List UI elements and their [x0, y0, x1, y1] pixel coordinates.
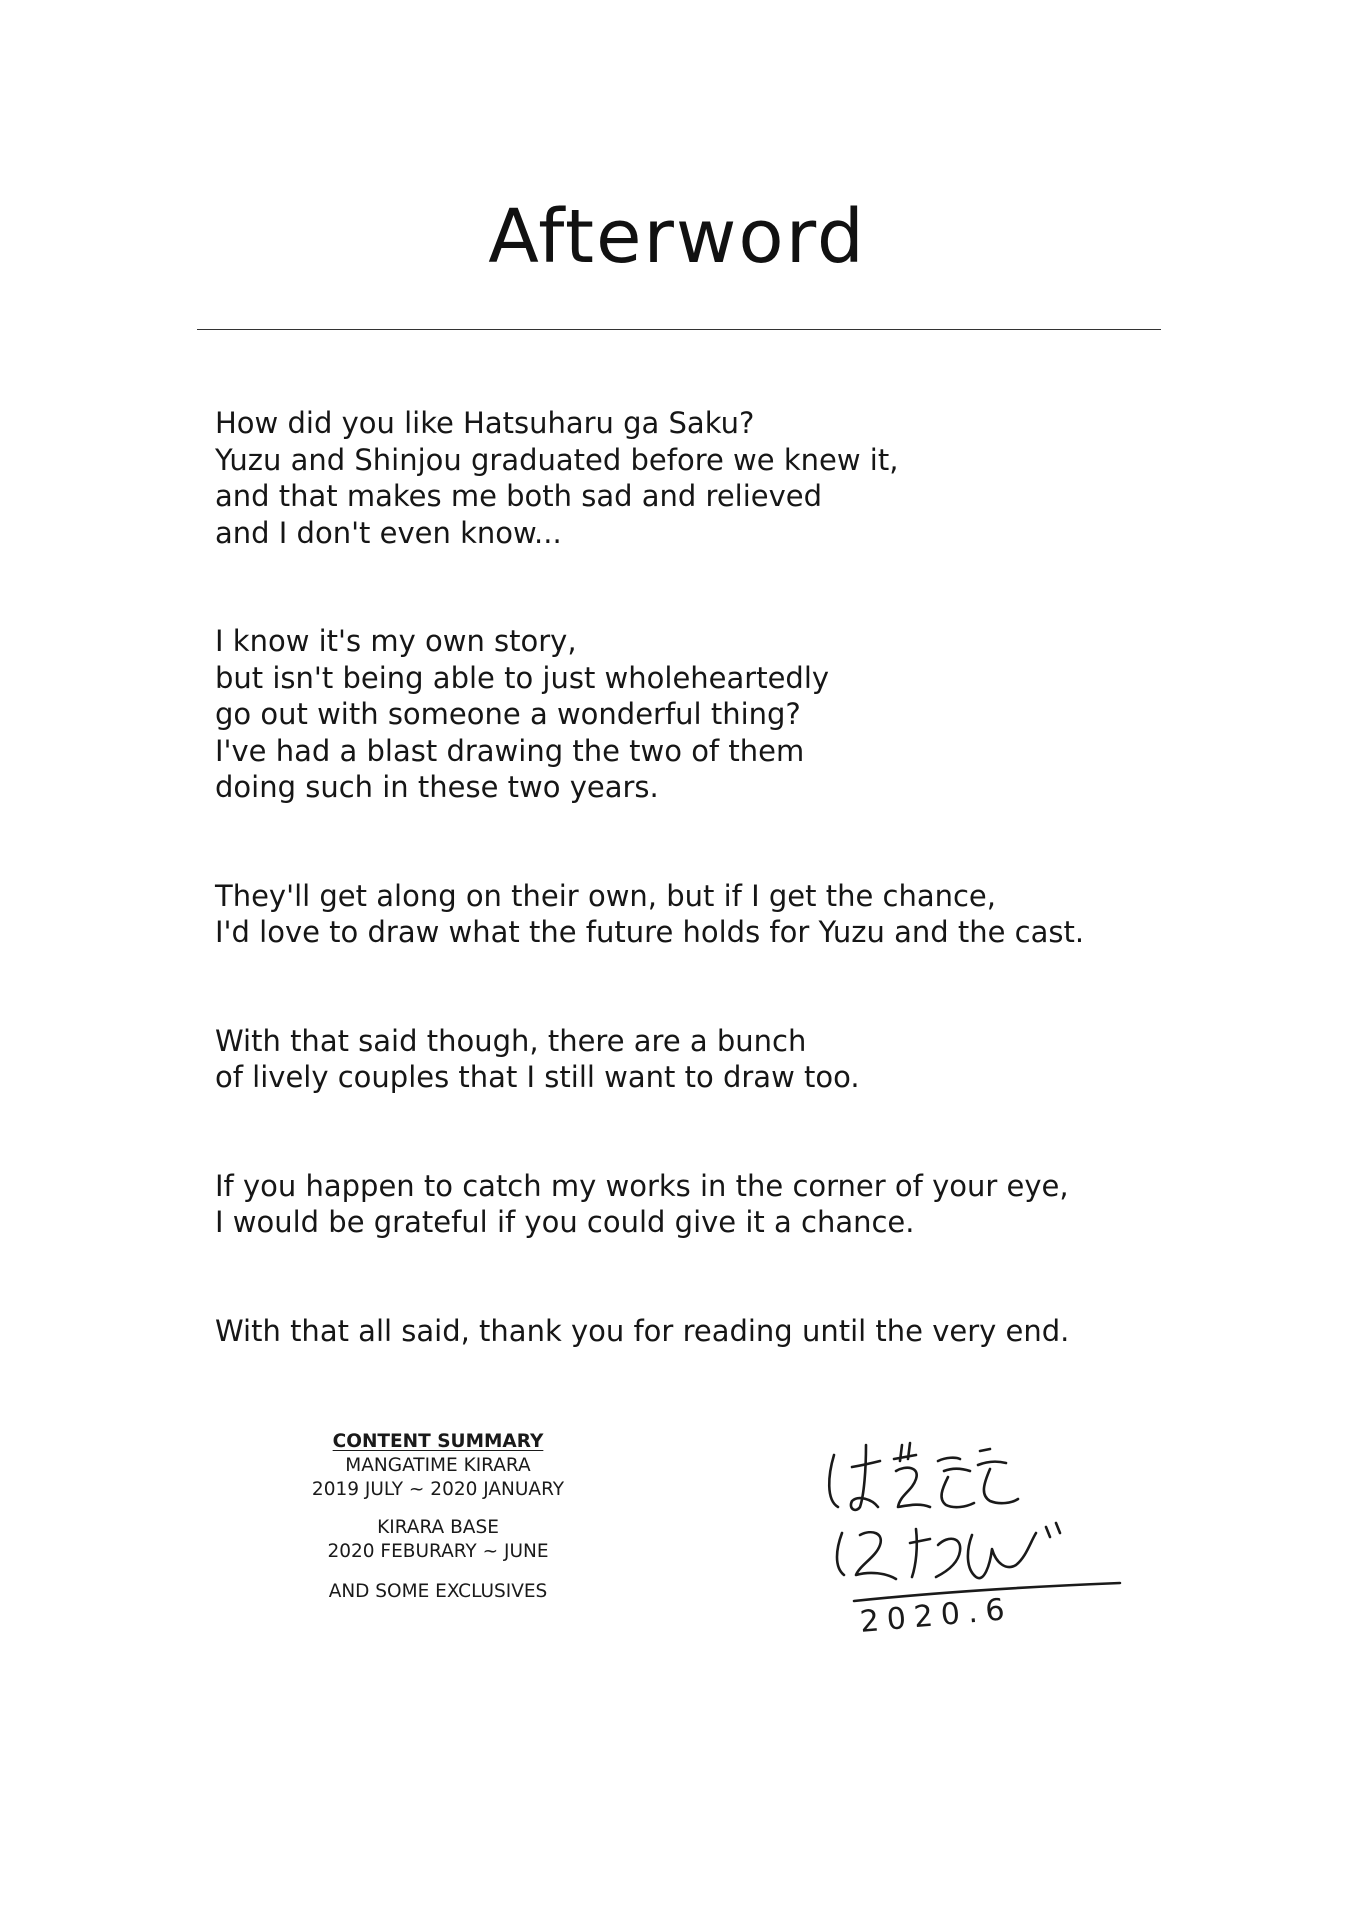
summary-heading: CONTENT SUMMARY — [332, 1431, 544, 1452]
body-line: I would be grateful if you could give it a chance. — [215, 1205, 915, 1239]
page-title: Afterword — [488, 194, 866, 280]
body-line: Yuzu and Shinjou graduated before we knew it, — [215, 442, 899, 477]
paragraph-3 — [215, 878, 1175, 951]
body-line: and I don't even know... — [215, 515, 562, 550]
paragraph-4 — [215, 1023, 1175, 1096]
body-line: If you happen to catch my works in the corner of your eye, — [215, 1168, 1069, 1203]
afterword-body — [215, 405, 1175, 1421]
summary-group-exclusives — [258, 1580, 618, 1604]
summary-line: 2020 FEBURARY ~ JUNE — [327, 1541, 549, 1562]
summary-line: KIRARA BASE — [377, 1517, 499, 1538]
summary-line: 2019 JULY ~ 2020 JANUARY — [311, 1479, 565, 1500]
body-line: but isn't being able to just wholeheartedly — [215, 660, 830, 695]
summary-line: MANGATIME KIRARA — [345, 1455, 531, 1476]
body-line: With that all said, thank you for reading until the very end. — [215, 1313, 1070, 1348]
body-line: of lively couples that I still want to draw too. — [215, 1060, 860, 1094]
body-line: I know it's my own story, — [215, 624, 577, 658]
paragraph-5 — [215, 1168, 1175, 1241]
summary-line: AND SOME EXCLUSIVES — [328, 1581, 548, 1602]
title-divider — [197, 329, 1161, 330]
body-line: and that makes me both sad and relieved — [215, 479, 823, 513]
signature-date: 2020.6 — [858, 1591, 1014, 1640]
summary-group-magazine — [258, 1430, 618, 1502]
body-line: go out with someone a wonderful thing? — [215, 697, 801, 731]
paragraph-6 — [215, 1313, 1175, 1350]
body-line: With that said though, there are a bunch — [215, 1023, 807, 1058]
body-line: doing such in these two years. — [215, 770, 659, 804]
body-line: They'll get along on their own, but if I get the chance, — [215, 878, 996, 913]
paragraph-1 — [215, 405, 1175, 551]
paragraph-2 — [215, 623, 1175, 806]
summary-group-kirara-base — [258, 1516, 618, 1564]
content-summary — [258, 1430, 618, 1620]
body-line: I've had a blast drawing the two of them — [215, 733, 805, 768]
body-line: I'd love to draw what the future holds for Yuzu and the cast. — [215, 915, 1085, 949]
body-line: How did you like Hatsuharu ga Saku? — [215, 406, 755, 440]
